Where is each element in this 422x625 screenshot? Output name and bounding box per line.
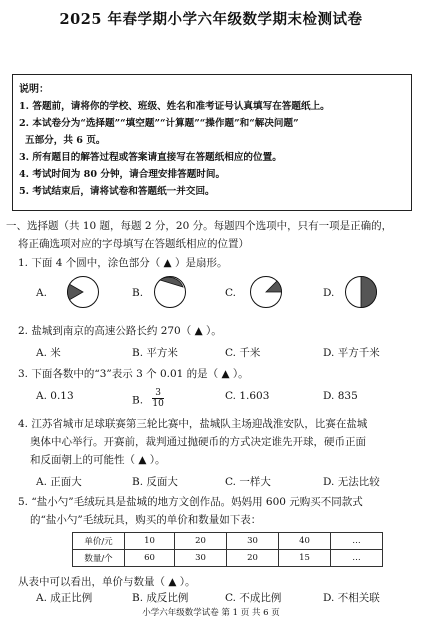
price-quantity-table — [72, 532, 383, 567]
table-cell: 30 — [227, 533, 279, 550]
table-row-quantity — [73, 550, 383, 567]
q4-option-c: C. 一样大 — [225, 476, 271, 488]
instructions-box — [12, 74, 412, 211]
question-2-stem: 2. 盐城到南京的高速公路长约 270（ ▲ ）。 — [18, 325, 222, 337]
table-cell: 30 — [175, 550, 227, 567]
table-cell: … — [331, 533, 383, 550]
page-footer: 小学六年级数学试卷 第 1 页 共 6 页 — [142, 608, 280, 618]
q2-option-c: C. 千米 — [225, 347, 261, 359]
section-1-header-cont: 将正确选项对应的字母填写在答题纸相应的位置） — [18, 238, 249, 250]
section-1-header: 一、选择题（共 10 题，每题 2 分，20 分。每题四个选项中，只有一项是正确的， — [6, 220, 393, 232]
instruction-5: 5. 考试结束后，请将试卷和答题纸一并交回。 — [19, 186, 215, 197]
instructions-heading: 说明： — [19, 84, 49, 95]
question-3-stem: 3. 下面各数中的“3”表示 3 个 0.01 的是（ ▲ ）。 — [18, 368, 249, 380]
table-cell: 15 — [279, 550, 331, 567]
q3-fraction-denominator: 10 — [152, 399, 164, 409]
table-row-price — [73, 533, 383, 550]
table-cell: 20 — [227, 550, 279, 567]
exam-title: 2025 年春学期小学六年级数学期末检测试卷 — [59, 11, 363, 28]
instruction-2: 2. 本试卷分为“选择题”“填空题”“计算题”“操作题”和“解决问题” — [19, 118, 299, 129]
question-5-after-table: 从表中可以看出，单价与数量（ ▲ ）。 — [18, 576, 196, 588]
q1-option-d: D. — [323, 287, 335, 299]
q5-option-a: A. 成正比例 — [36, 592, 93, 604]
question-5-line-2: 的“盐小勺”毛绒玩具，购买的单价和数量如下表： — [30, 514, 262, 526]
q1-circle-b — [153, 275, 187, 309]
table-cell: 单价/元 — [73, 533, 125, 550]
q1-circle-a — [66, 275, 100, 309]
q3-option-b — [132, 390, 164, 411]
q3-fraction — [152, 388, 163, 409]
question-4-line-3: 和反面朝上的可能性（ ▲ ）。 — [30, 454, 166, 466]
q5-option-b: B. 成反比例 — [132, 592, 189, 604]
q4-option-a: A. 正面大 — [36, 476, 82, 488]
q1-option-a: A. — [36, 287, 47, 299]
table-cell: 10 — [125, 533, 175, 550]
q4-option-d: D. 无法比较 — [323, 476, 380, 488]
question-5-line-1: 5. “盐小勺”毛绒玩具是盐城的地方文创作品。妈妈用 600 元购买不同款式 — [18, 496, 363, 508]
q3-fraction-numerator: 3 — [152, 388, 163, 399]
instruction-3: 3. 所有题目的解答过程或答案请直接写在答题纸相应的位置。 — [19, 152, 282, 163]
question-4-line-2: 奥体中心举行。开赛前，裁判通过抛硬币的方式决定谁先开球，硬币正面 — [30, 436, 366, 448]
instruction-1: 1. 答题前，请将你的学校、班级、姓名和准考证号认真填写在答题纸上。 — [19, 101, 330, 112]
q3-option-a: A. 0.13 — [36, 390, 74, 402]
table-cell: 60 — [125, 550, 175, 567]
q1-option-b: B. — [132, 287, 144, 299]
q2-option-d: D. 平方千米 — [323, 347, 380, 359]
q1-circle-d — [344, 275, 378, 309]
q3-option-d: D. 835 — [323, 390, 358, 402]
table-cell: … — [331, 550, 383, 567]
table-cell: 20 — [175, 533, 227, 550]
instruction-4: 4. 考试时间为 80 分钟，请合理安排答题时间。 — [19, 169, 226, 180]
table-cell: 数量/个 — [73, 550, 125, 567]
question-4-line-1: 4. 江苏省城市足球联赛第三轮比赛中，盐城队主场迎战淮安队，比赛在盐城 — [18, 418, 368, 430]
instruction-2-cont: 五部分，共 6 页。 — [25, 135, 106, 146]
q1-circle-c — [249, 275, 283, 309]
q3-option-b-label: B. — [132, 394, 144, 407]
q1-option-c: C. — [225, 287, 236, 299]
q5-option-c: C. 不成比例 — [225, 592, 282, 604]
q3-option-c: C. 1.603 — [225, 390, 270, 402]
q5-option-d: D. 不相关联 — [323, 592, 380, 604]
q4-option-b: B. 反面大 — [132, 476, 178, 488]
q2-option-a: A. 米 — [36, 347, 61, 359]
table-cell: 40 — [279, 533, 331, 550]
question-1-stem: 1. 下面 4 个圆中，涂色部分（ ▲ ）是扇形。 — [18, 257, 228, 269]
q2-option-b: B. 平方米 — [132, 347, 178, 359]
